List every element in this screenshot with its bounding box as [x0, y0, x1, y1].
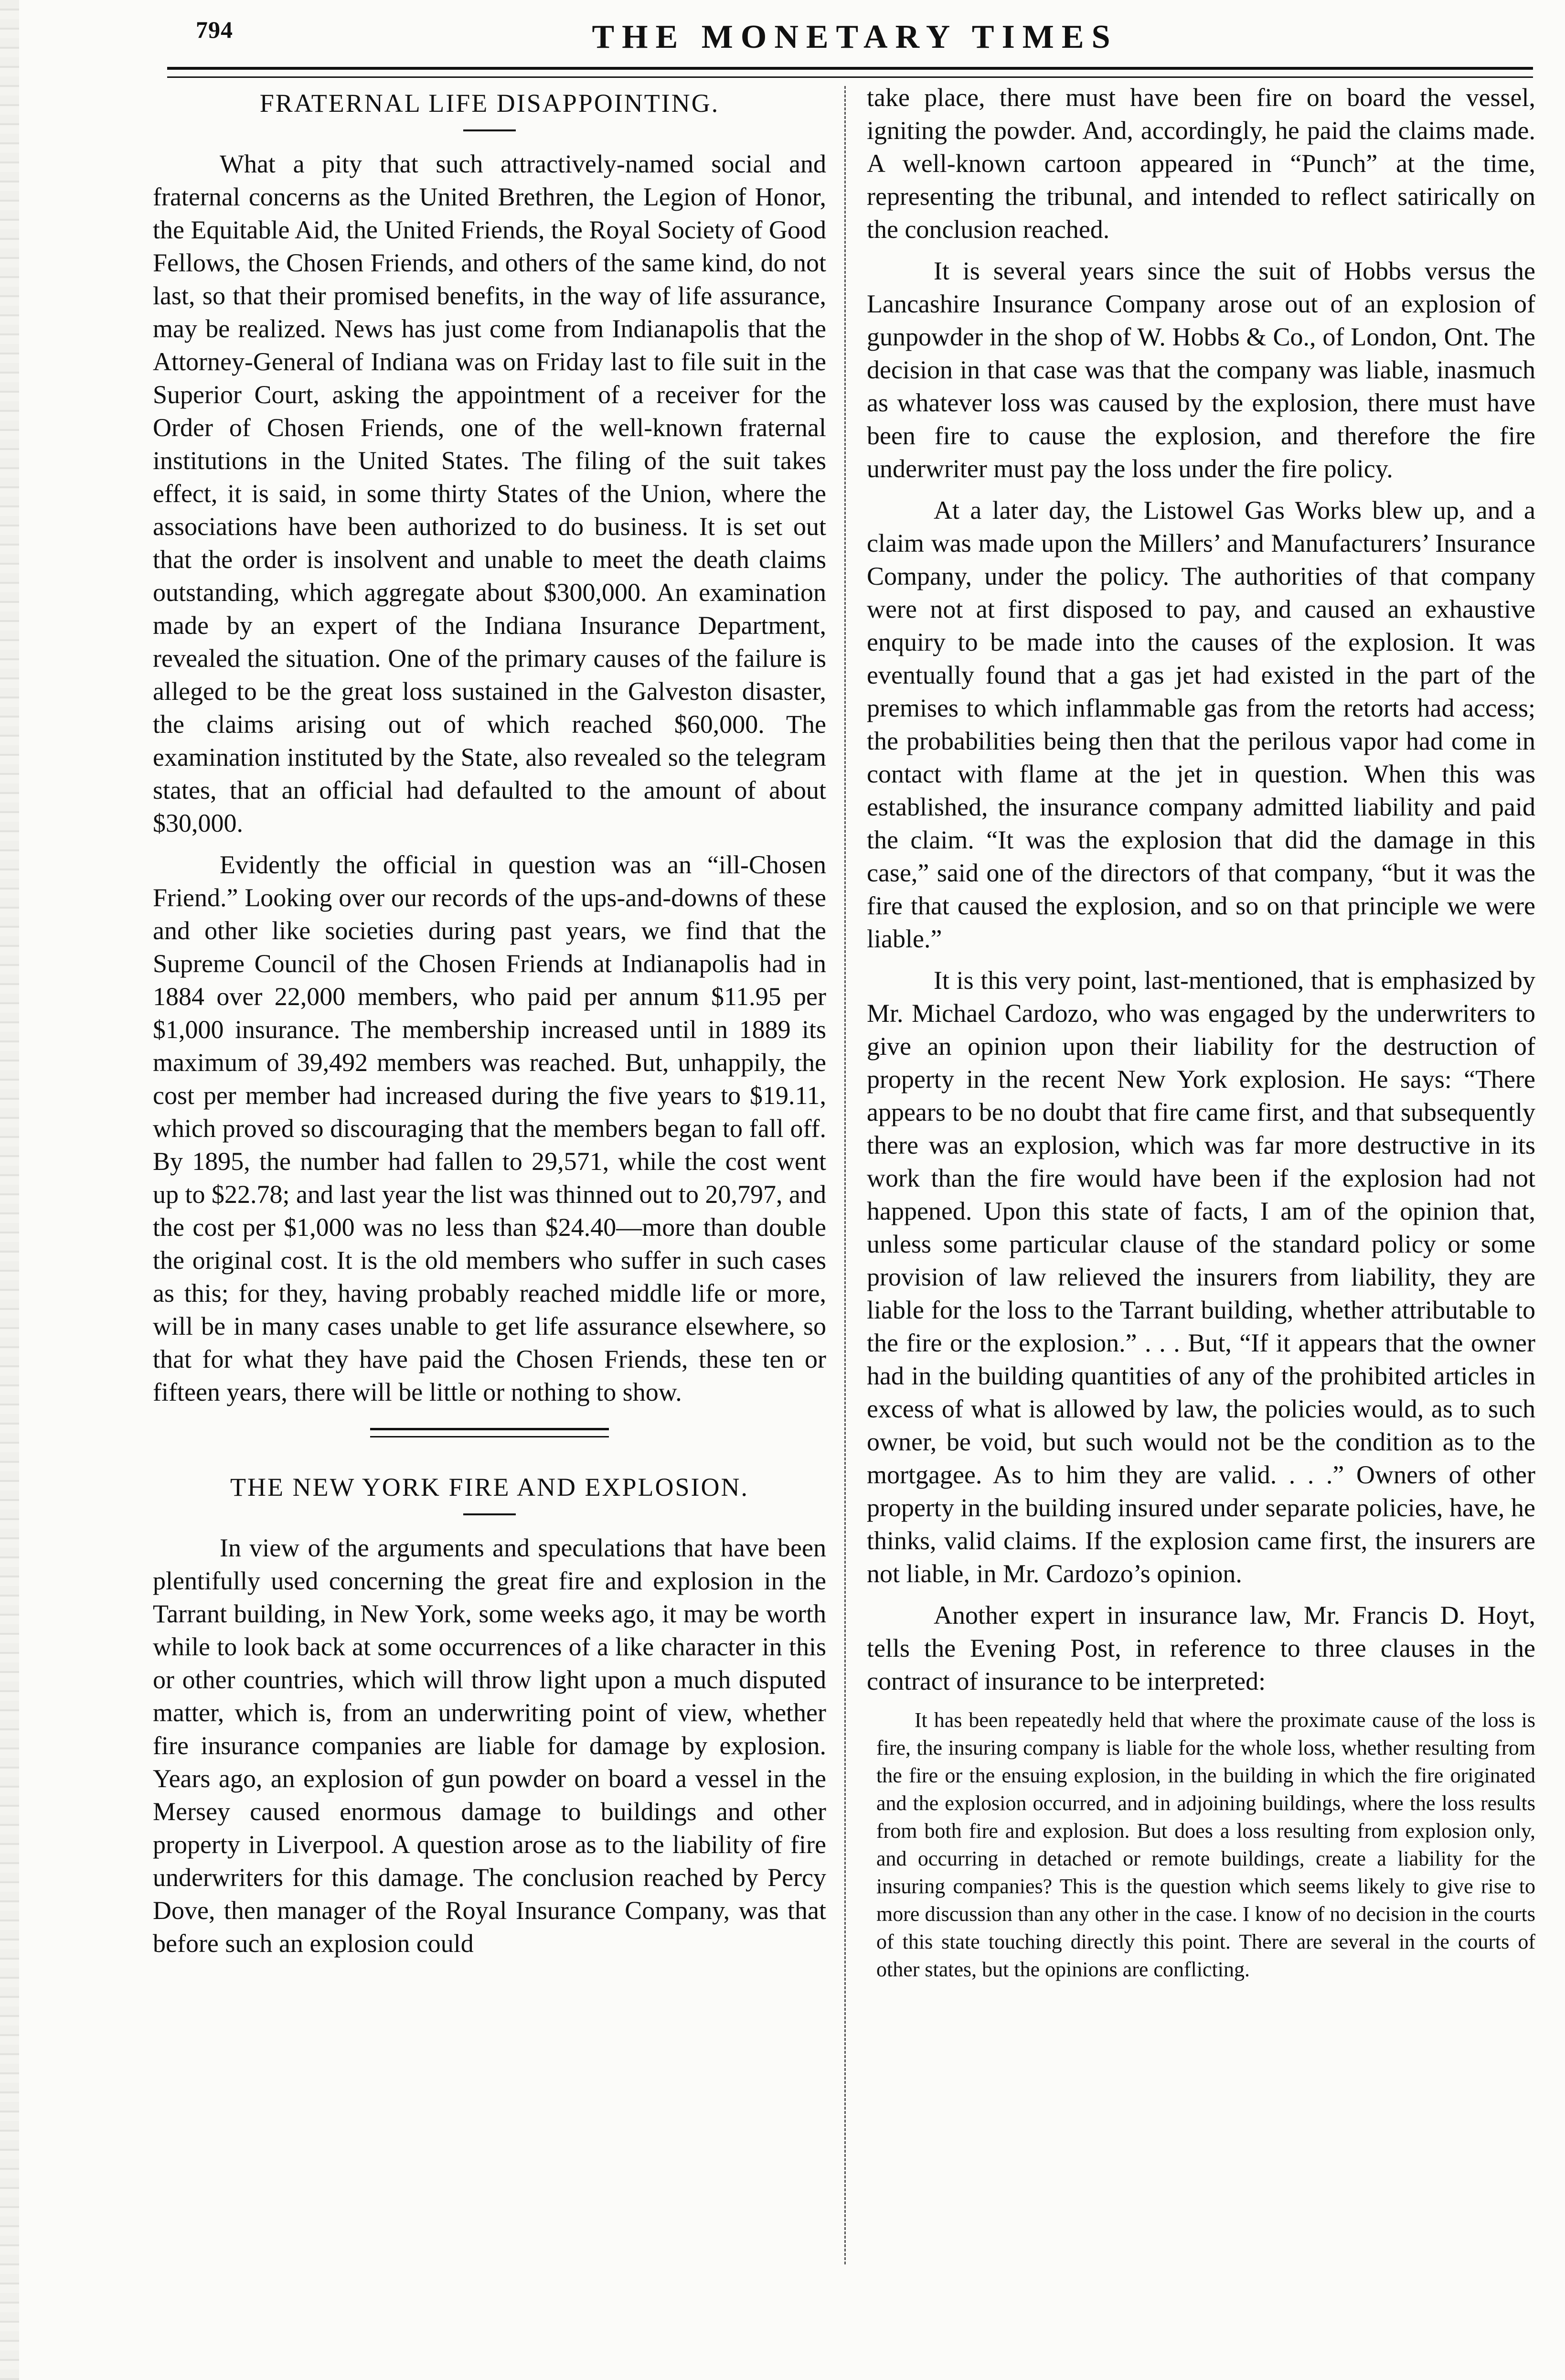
- block-quote: [876, 1706, 1535, 1983]
- page-number: 794: [196, 16, 233, 43]
- paragraph: Another expert in insurance law, Mr. Francis D. Hoyt, tells the Evening Post, in reference to three clauses in the contract of insurance to be interpreted:: [867, 1601, 1535, 1695]
- paragraph: take place, there must have been fire on board the vessel, igniting the powder. And, accordingly, he paid the claims made. A well-known cartoon appeared in “Punch” at the time, representing the tribunal, and intended to reflect satirically on the conclusion reached.: [867, 83, 1535, 244]
- paragraph: It is this very point, last-mentioned, that is emphasized by Mr. Michael Cardozo, who was engaged by the underwriters to give an opinion upon their liability for the destruction of property in the recent New York explosion. He says: “There appears to be no doubt that fire came first, and that subsequently there was an explosion, which was far more destructive in its work than the fire would have been if the explosion had not happened. Upon this state of facts, I am of the opinion that, unless some particular clause of the standard policy or some provision of law relieved the insurers from liability, they are liable for the loss to the Tarrant building, whether attributable to the fire or the explosion.” . . . But, “If it appears that the owner had in the building quantities of any of the prohibited articles in excess of what is allowed by law, the policies would, as to such owner, be void, but such would not be the condition as to the mortgagee. As to him they are valid. . . .” Owners of other property in the building insured under separate policies, have, he thinks, valid claims. If the explosion came first, the insurers are not liable, in Mr. Cardozo’s opinion.: [867, 966, 1535, 1588]
- page-header: [167, 13, 1543, 66]
- right-column: [867, 81, 1535, 1992]
- article-title: THE NEW YORK FIRE AND EXPLOSION.: [230, 1473, 749, 1501]
- paragraph: It is several years since the suit of Hobbs versus the Lancashire Insurance Company arose out of an explosion of gunpowder in the shop of W. Hobbs & Co., of London, Ont. The decision in that case was that the company was liable, inasmuch as whatever loss was caused by the explosion, there must have been fire to cause the explosion, and therefore the fire underwriter must pay the loss under the fire policy.: [867, 257, 1535, 483]
- column-divider: [844, 86, 846, 2264]
- article-new-york-fire: [153, 1471, 826, 1960]
- paragraph: In view of the arguments and speculations that have been plentifully used concerning the great fire and explosion in the Tarrant building, in New York, some weeks ago, it may be worth while to look back at some occurrences of a like character in this or other countries, which will throw light upon a much disputed matter, which is, from an underwriting point of view, whether fire insurance companies are liable for damage by explosion. Years ago, an explosion of gun powder on board a vessel in the Mersey caused enormous damage to buildings and other property in Liverpool. A question arose as to the liability of fire underwriters for this damage. The conclusion reached by Percy Dove, then manager of the Royal Insurance Company, was that before such an explosion could: [153, 1533, 826, 1958]
- title-rule: [463, 1513, 516, 1515]
- section-divider: [370, 1428, 609, 1437]
- article-title: FRATERNAL LIFE DISAPPOINTING.: [259, 89, 720, 118]
- title-rule: [463, 129, 516, 131]
- page-edge: [0, 0, 19, 2380]
- paragraph: At a later day, the Listowel Gas Works blew up, and a claim was made upon the Millers’ and Manufacturers’ Insurance Company, under the policy. The authorities of that company were not at first disposed to pay, and caused an exhaustive enquiry to be made into the causes of the explosion. It was eventually found that a gas jet had existed in the part of the premises to which inflammable gas from the retorts had access; the probabilities being then that the perilous vapor had come in contact with flame at the jet in question. When this was established, the insurance company admitted liability and paid the claim. “It was the explosion that did the damage in this case,” said one of the directors of that company, “but it was the fire that caused the explosion, and so on that principle we were liable.”: [867, 496, 1535, 953]
- quote-paragraph: It has been repeatedly held that where the proximate cause of the loss is fire, the insuring company is liable for the whole loss, whether resulting from the fire or the ensuing explosion, in the building in which the fire originated and the explosion occurred, and in adjoining buildings, where the loss results from both fire and explosion. But does a loss resulting from explosion only, and occurring in detached or remote buildings, create a liability for the insuring companies? This is the question which seems likely to give rise to more discussion than any other in the case. I know of no decision in the courts of this state touching directly this point. There are several in the courts of other states, but the opinions are conflicting.: [876, 1708, 1535, 1981]
- paragraph: What a pity that such attractively-named social and fraternal concerns as the United Brethren, the Legion of Honor, the Equitable Aid, the United Friends, the Royal Society of Good Fellows, the Chosen Friends, and others of the same kind, do not last, so that their promised benefits, in the way of life assurance, may be realized. News has just come from Indianapolis that the Attorney-General of Indiana was on Friday last to file suit in the Superior Court, asking the appointment of a receiver for the Order of Chosen Friends, one of the well-known fraternal institutions in the United States. The filing of the suit takes effect, it is said, in some thirty States of the Union, where the associations have been authorized to do business. It is set out that the order is insolvent and unable to meet the death claims outstanding, which aggregate about $300,000. An examination made by an expert of the Indiana Insurance Department, revealed the situation. One of the primary causes of the failure is alleged to be the great loss sustained in the Galveston disaster, the claims arising out of which reached $60,000. The examination instituted by the State, also revealed so the telegram states, that an official had defaulted to the amount of about $30,000.: [153, 150, 826, 837]
- left-column: [153, 81, 826, 1969]
- article-fraternal-life: [153, 87, 826, 1409]
- masthead: THE MONETARY TIMES: [592, 19, 1118, 55]
- paragraph: Evidently the official in question was an “ill-Chosen Friend.” Looking over our records of the ups-and-downs of these and other like societies during past years, we find that the Supreme Council of the Chosen Friends at Indianapolis had in 1884 over 22,000 members, who paid per annum $11.95 per $1,000 insurance. The membership increased until in 1889 its maximum of 39,492 members was reached. But, unhappily, the cost per member had increased during the five years to $19.11, which proved so discouraging that the members began to fall off. By 1895, the number had fallen to 29,571, while the cost went up to $22.78; and last year the list was thinned out to 20,797, and the cost per $1,000 was no less than $24.40—more than double the original cost. It is the old members who suffer in such cases as this; for they, having probably reached middle life or more, will be in many cases unable to get life assurance elsewhere, so that for what they have paid the Chosen Friends, these ten or fifteen years, there will be little or nothing to show.: [153, 850, 826, 1406]
- header-rule: [167, 67, 1533, 78]
